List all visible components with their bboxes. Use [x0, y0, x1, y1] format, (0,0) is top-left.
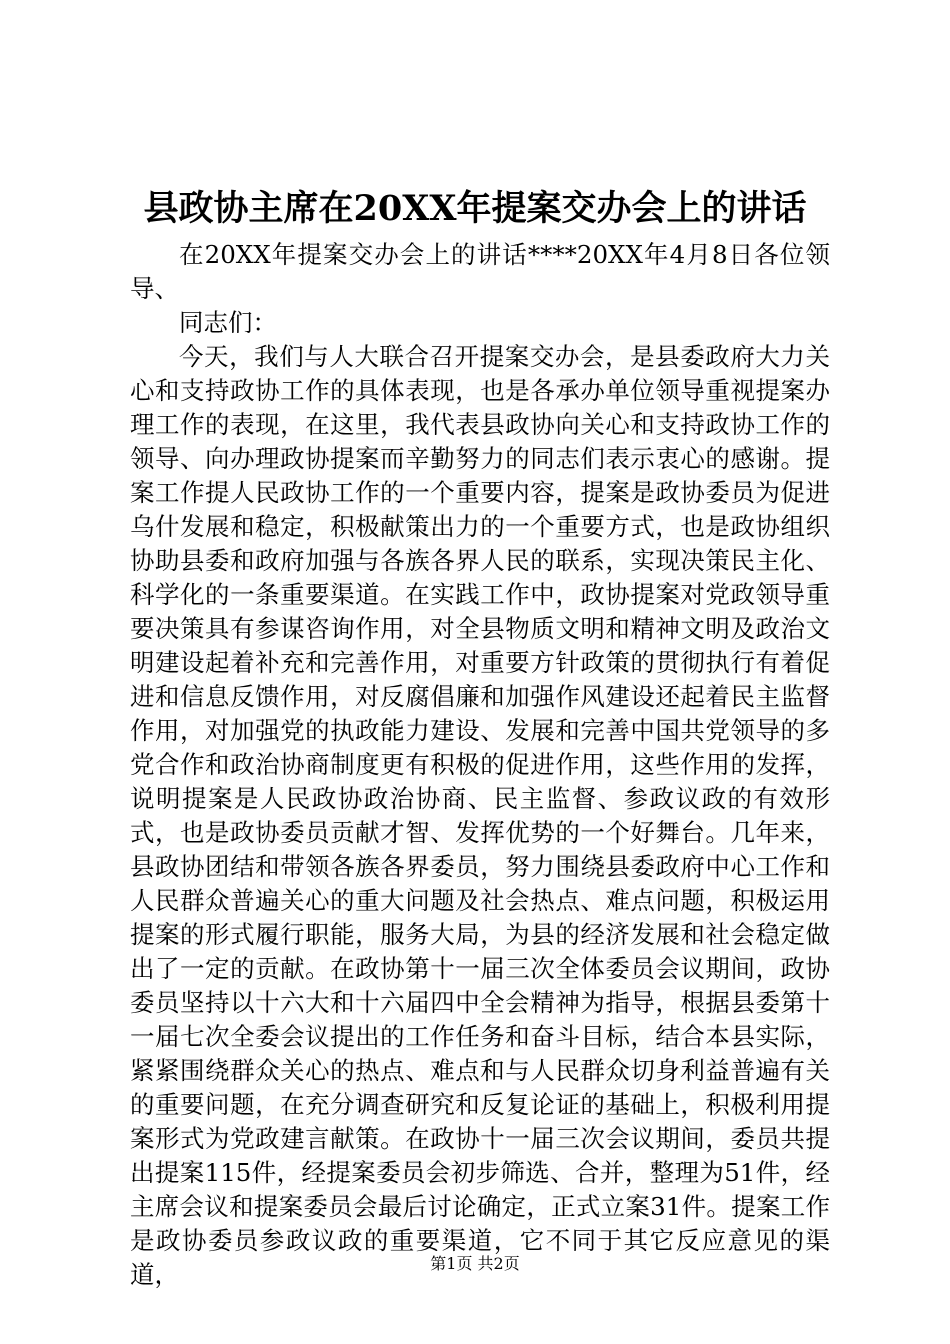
paragraph-salutation: 同志们： — [179, 308, 277, 337]
document-body — [130, 238, 830, 1292]
document-title: 县政协主席在20XX年提案交办会上的讲话 — [143, 188, 807, 229]
page-number-footer: 第1页 共2页 — [430, 1254, 520, 1273]
paragraph-opening: 在20XX年提案交办会上的讲话****20XX年4月8日各位领导、 — [130, 240, 830, 303]
paragraph-main: 今天，我们与人大联合召开提案交办会，是县委政府大力关心和支持政协工作的具体表现，也是各承办单位领导重视提案办理工作的表现，在这里，我代表县政协向关心和支持政协工作的领导、向办理政协提案而辛勤努力的同志们表示衷心的感谢。提案工作提人民政协工作的一个重要内容，提案是政协委员为促进乌什发展和稳定，积极献策出力的一个重要方式，也是政协组织协助县委和政府加强与各族各界人民的联系，实现决策民主化、科学化的一条重要渠道。在实践工作中，政协提案对党政领导重要决策具有参谋咨询作用，对全县物质文明和精神文明及政治文明建设起着补充和完善作用，对重要方针政策的贯彻执行有着促进和信息反馈作用，对反腐倡廉和加强作风建设还起着民主监督作用，对加强党的执政能力建设、发展和完善中国共党领导的多党合作和政治协商制度更有积极的促进作用，这些作用的发挥，说明提案是人民政协政治协商、民主监督、参政议政的有效形式，也是政协委员贡献才智、发挥优势的一个好舞台。几年来，县政协团结和带领各族各界委员，努力围绕县委政府中心工作和人民群众普遍关心的重大问题及社会热点、难点问题，积极运用提案的形式履行职能，服务大局，为县的经济发展和社会稳定做出了一定的贡献。在政协第十一届三次全体委员会议期间，政协委员坚持以十六大和十六届四中全会精神为指导，根据县委第十一届七次全委会议提出的工作任务和奋斗目标，结合本县实际，紧紧围绕群众关心的热点、难点和与人民群众切身利益普遍有关的重要问题，在充分调查研究和反复论证的基础上，积极利用提案形式为党政建言献策。在政协十一届三次会议期间，委员共提出提案115件，经提案委员会初步筛选、合并，整理为51件，经主席会议和提案委员会最后讨论确定，正式立案31件。提案工作是政协委员参政议政的重要渠道，它不同于其它反应意见的渠道， — [130, 342, 830, 1289]
